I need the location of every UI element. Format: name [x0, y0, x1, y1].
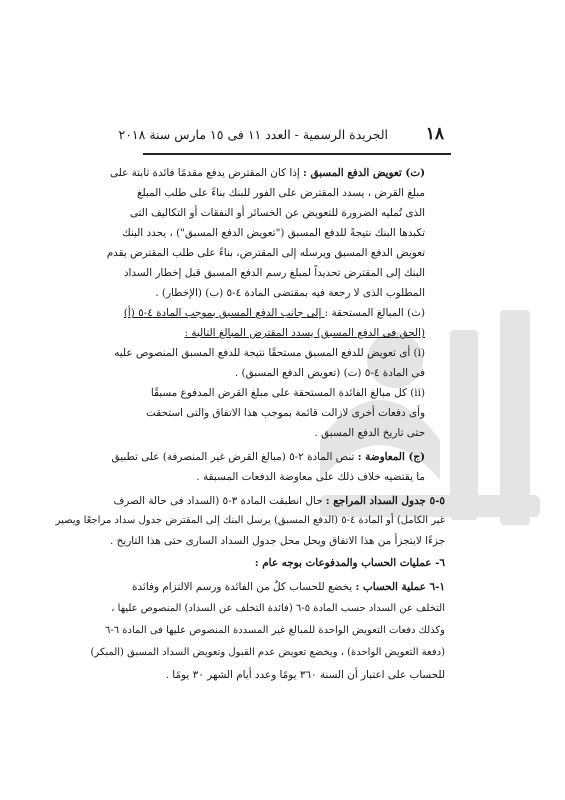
text-line: (ii) كل مبالغ الفائدة المستحقة على مبلغ القرض المدفوع مسبقًا — [150, 387, 425, 399]
text-line: (دفعة التعويض الواحدة) ، ويخضع تعويض عدم القبول وتعويض السداد المسبق (المبكر) — [90, 647, 445, 658]
text-line: البنك إلى المقترض تحديداً لمبلغ رسم الدفع المسبق قبل إخطار السداد — [123, 267, 425, 279]
text-line: وكذلك دفعات التعويض الواحدة للمبالغ غير المسددة المنصوص عليها فى المادة ٦-٦ — [104, 625, 445, 636]
text-line: تعويض الدفع المسبق ويرسله إلى المقترض، بناءً على طلب المقترض يقدم — [106, 247, 425, 259]
text-line: وأى دفعات أخرى لازالت قائمة بموجب هذا الاتفاق والتى استحقت — [146, 407, 425, 419]
text-line: غير الكامل) أو المادة ٤-٥ (الدفع المسبق) يرسل البنك إلى المقترض جدول سداد مراجعًا ويصير — [55, 515, 445, 526]
header-rule — [143, 153, 451, 155]
text-line: (ث) المبالغ المستحقة : إلى جانب الدفع المسبق بموجب المادة ٤-٥ (أ) — [123, 307, 425, 319]
text-line: (ج) المعاوضة : تنص المادة ٢-٥ (مبالغ القرض غير المنصرفة) على تطبيق — [111, 451, 425, 463]
text-line: ما يقتضيه خلاف ذلك على معاوضة الدفعات المسبقة . — [196, 471, 425, 483]
text-line: (الحق فى الدفع المسبق) يسدد المقترض المبالغ التالية : — [184, 327, 425, 339]
header-title: الجريدة الرسمية - العدد ١١ فى ١٥ مارس سنة ٢٠١٨ — [118, 127, 388, 142]
text-line: التخلف عن السداد حسب المادة ٥-٦ (فائدة التخلف عن السداد) المنصوص عليها ، — [111, 603, 445, 614]
text-line: الذى تُمليه الضرورة للتعويض عن الخسائر أو النفقات أو التكاليف التى — [129, 207, 425, 219]
page-number: ١٨ — [425, 124, 444, 144]
text-line: المطلوب الذى لا رجعة فيه بمقتضى المادة ٤-٥ (ب) (الإخطار) . — [155, 287, 425, 299]
text-line: تكبدها البنك نتيجةً للدفع المسبق ("تعويض الدفع المسبق") ، يحدد البنك — [122, 227, 425, 239]
text-line: مبلغ القرض ، يسدد المقترض على الفور للبنك بناءً على طلب المبلغ — [136, 187, 425, 199]
text-line: (i) أى تعويض للدفع المسبق مستحقًا نتيجة للدفع المسبق المنصوص عليه — [114, 347, 425, 359]
section-heading: ٦- عمليات الحساب والمدفوعات بوجه عام : — [254, 557, 445, 569]
page-header — [118, 124, 458, 148]
text-line: ١-٦ عملية الحساب : يخضع للحساب كلٌ من الفائدة ورسم الالتزام وفائدة — [132, 581, 445, 593]
text-line: (ت) تعويض الدفع المسبق : إذا كان المقترض يدفع مقدمًا فائدة ثابتة على — [110, 167, 425, 179]
text-line: حتى تاريخ الدفع المسبق . — [314, 427, 425, 439]
text-line: جزءًا لايتجزأ من هذا الاتفاق ويحل محل جدول السداد السارى حتى هذا التاريخ . — [110, 535, 445, 547]
text-line: ٥-٥ جدول السداد المراجع : حال انطبقت المادة ٣-٥ (السداد فى حالة الصرف — [113, 495, 445, 507]
text-line: للحساب على اعتبار أن السنة ٣٦٠ يومًا وعدد أيام الشهر ٣٠ يومًا . — [165, 669, 445, 681]
text-line: فى المادة ٤-٥ (ت) (تعويض الدفع المسبق) . — [234, 367, 425, 379]
